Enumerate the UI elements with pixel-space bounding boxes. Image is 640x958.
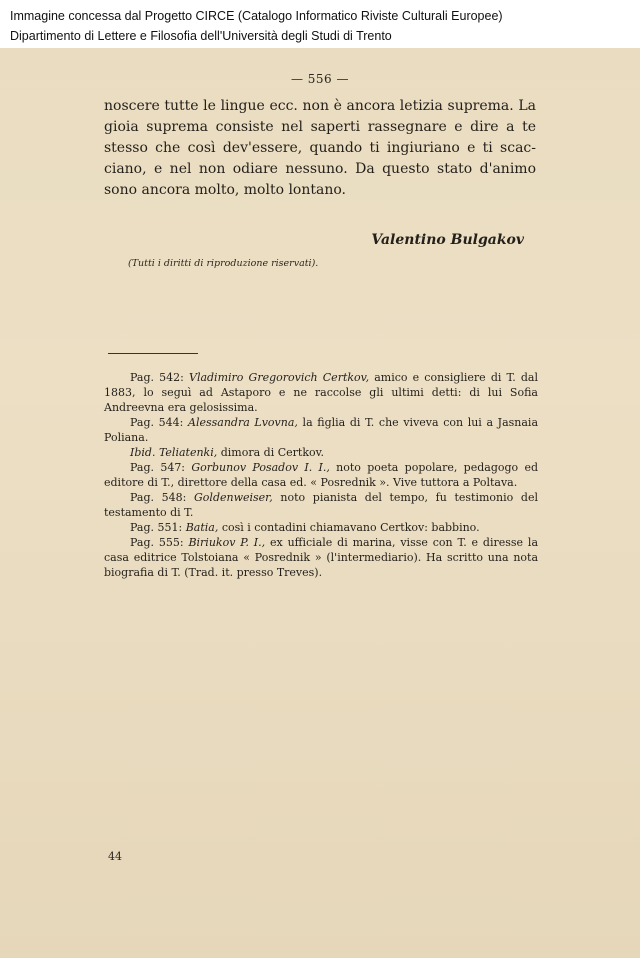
footnote-name: Goldenweiser, — [194, 491, 273, 504]
body-line: sono ancora molto, molto lontano. — [104, 182, 346, 198]
body-paragraph — [104, 96, 536, 201]
footnote-text: così i contadini chiamavano Certkov: babbino. — [218, 521, 480, 534]
body-line: noscere tutte le lingue ecc. non è ancora letizia suprema. La — [104, 98, 536, 114]
footnote-text: ex ufficiale di marina, visse con T. e diresse la casa editrice Tolstoiana « Posrednik » (l'intermediario). Ha scritto una nota biografia di T. (Trad. it. presso Treves). — [104, 536, 539, 579]
footnote-text: amico e consigliere di T. dal 1883, lo seguì ad Astaporo e ne raccolse gli ultimi detti: di lui Sofia Andreevna era gelosissima. — [104, 371, 539, 414]
author-signature: Valentino Bulgakov — [371, 232, 524, 248]
footnote-item — [104, 520, 538, 535]
footnote-text: dimora di Certkov. — [217, 446, 325, 459]
footnote-name: Gorbunov Posadov I. I., — [191, 461, 330, 474]
footnote-ref: Pag. 542: — [130, 371, 189, 384]
body-line: gioia suprema consiste nel saperti rassegnare e dire a te — [104, 119, 536, 135]
footnote-name: Batia, — [185, 521, 219, 534]
signature-mark: 44 — [108, 850, 122, 863]
copyright-banner — [0, 0, 640, 48]
banner-line-1: Immagine concessa dal Progetto CIRCE (Catalogo Informatico Riviste Culturali Europee) — [10, 9, 503, 23]
footnote-divider — [108, 353, 198, 354]
footnote-item — [104, 415, 538, 445]
footnote-text: noto poeta popolare, pedagogo ed editore di T., direttore della casa ed. « Posrednik ». Vive tuttora a Poltava. — [104, 461, 539, 489]
footnote-ref: Pag. 547: — [130, 461, 192, 474]
body-line: stesso che così dev'essere, quando ti ingiuriano e ti scac- — [104, 140, 536, 156]
footnote-ref: Pag. 555: — [130, 536, 189, 549]
footnote-ref: Pag. 544: — [130, 416, 188, 429]
footnote-item — [104, 535, 538, 580]
footnote-item — [104, 445, 538, 460]
footnote-text: noto pianista del tempo, fu testimonio del testamento di T. — [104, 491, 538, 519]
footnote-name: Alessandra Lvovna, — [188, 416, 298, 429]
body-line: ciano, e nel non odiare nessuno. Da questo stato d'animo — [104, 161, 536, 177]
footnote-ref: Pag. 548: — [130, 491, 195, 504]
rights-notice: (Tutti i diritti di riproduzione riservati). — [128, 258, 319, 269]
footnote-name: Biriukov P. I., — [188, 536, 266, 549]
banner-line-2: Dipartimento di Lettere e Filosofia dell'Università degli Studi di Trento — [10, 29, 392, 43]
page-number: — 556 — — [290, 72, 350, 86]
footnote-text: la figlia di T. che viveva con lui a Jasnaia Poliana. — [104, 416, 539, 444]
footnote-name: Ibid. Teliatenki, — [130, 446, 218, 459]
footnotes — [104, 370, 538, 580]
footnote-name: Vladimiro Gregorovich Certkov, — [189, 371, 370, 384]
footnote-item — [104, 370, 538, 415]
footnote-item — [104, 490, 538, 520]
footnote-ref: Pag. 551: — [130, 521, 186, 534]
footnote-item — [104, 460, 538, 490]
